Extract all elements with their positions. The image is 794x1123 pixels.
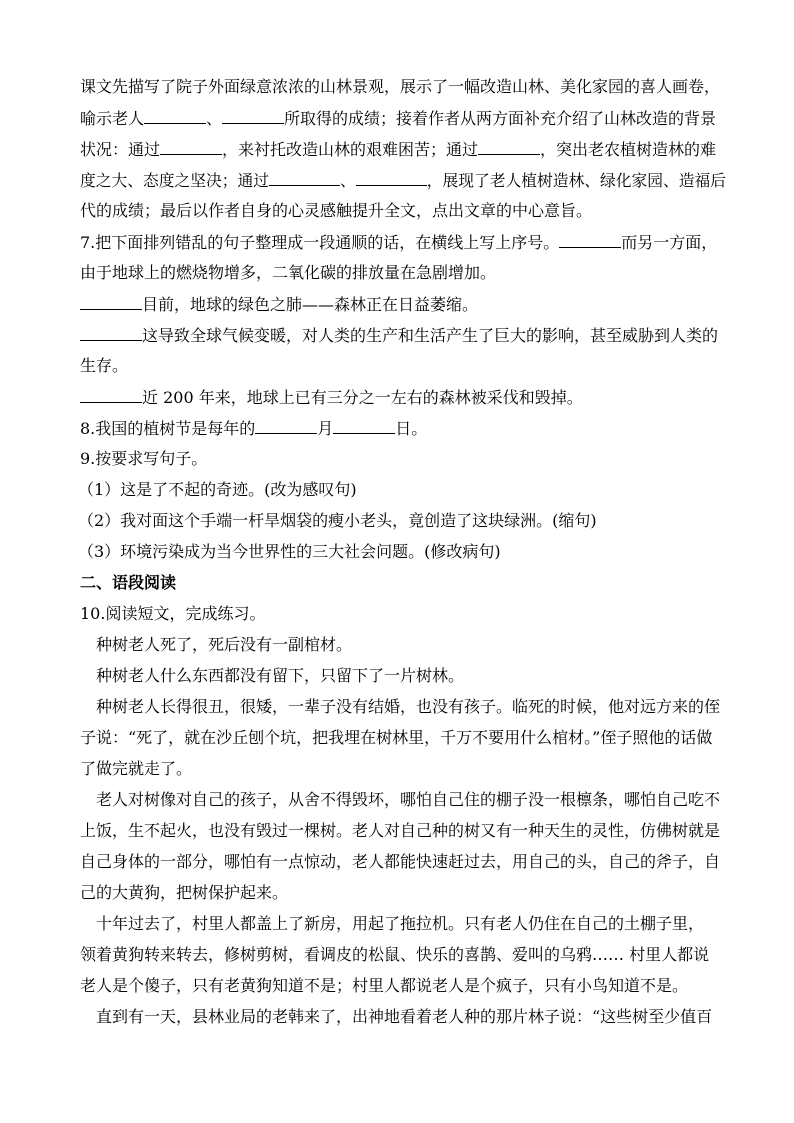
answer-blank[interactable] xyxy=(160,139,222,155)
answer-blank[interactable] xyxy=(80,387,142,403)
text-line: 老人对树像对自己的孩子，从舍不得毁坏，哪怕自己住的棚子没一根檩条，哪怕自己吃不 xyxy=(96,790,721,809)
question-8: 8.我国的植树节是每年的 月 日。 xyxy=(80,419,428,438)
question-10: 10.阅读短文，完成练习。 xyxy=(80,604,266,623)
text-line: 自己身体的一部分，哪怕有一点惊动，老人都能快速赶过去，用自己的头，自己的斧子，自 xyxy=(80,852,721,871)
text-line: 子说：“死了，就在沙丘刨个坑，把我埋在树林里，千万不要用什么棺材。”侄子照他的话做 xyxy=(80,728,713,747)
text-line: 了做完就走了。 xyxy=(80,759,193,778)
text-line: 直到有一天，县林业局的老韩来了，出神地看着老人种的那片林子说：“这些树至少值百 xyxy=(96,1007,713,1026)
text-line: 目前，地球的绿色之肺——森林正在日益萎缩。 xyxy=(80,294,478,314)
text-line: 代的成绩；最后以作者自身的心灵感触提升全文，点出文章的中心意旨。 xyxy=(80,201,593,220)
text-line: 领着黄狗转来转去，修树剪树，看调皮的松鼠、快乐的喜鹊、爱叫的乌鸦…… 村里人都说 xyxy=(80,945,710,964)
text-line: 上饭，生不起火，也没有毁过一棵树。老人对自己种的树又有一种天生的灵性，仿佛树就是 xyxy=(80,821,721,840)
answer-blank[interactable] xyxy=(144,108,206,124)
text-line: 种树老人什么东西都没有留下，只留下了一片树林。 xyxy=(96,666,465,685)
answer-blank[interactable] xyxy=(80,325,142,341)
answer-blank[interactable] xyxy=(478,139,540,155)
text-line: 生存。 xyxy=(80,356,129,375)
answer-blank[interactable] xyxy=(80,294,142,310)
text-line: （2）我对面这个手端一杆旱烟袋的瘦小老头，竟创造了这块绿洲。(缩句) xyxy=(78,511,597,530)
question-7: 7.把下面排列错乱的句子整理成一段通顺的话，在横线上写上序号。 而另一方面， xyxy=(80,233,718,252)
text-line: （3）环境污染成为当今世界性的三大社会问题。(修改病句) xyxy=(78,542,501,561)
question-9: 9.按要求写句子。 xyxy=(80,449,208,468)
answer-blank[interactable] xyxy=(269,170,340,186)
answer-blank[interactable] xyxy=(333,418,395,434)
text-line: 近 200 年来，地球上已有三分之一左右的森林被采伐和毁掉。 xyxy=(80,387,583,407)
text-line: 老人是个傻子，只有老黄狗知道不是；村里人都说老人是个疯子，只有小鸟知道不是。 xyxy=(80,976,689,995)
text-line: 由于地球上的燃烧物增多，二氧化碳的排放量在急剧增加。 xyxy=(80,263,497,282)
text-line: 度之大、态度之坚决；通过 、 ，展现了老人植树造林、绿化家园、造福后 xyxy=(80,171,726,190)
answer-blank[interactable] xyxy=(356,170,427,186)
section-heading: 二、语段阅读 xyxy=(80,573,177,592)
text-line: 状况：通过 ，来衬托改造山林的艰难困苦；通过 ，突出老农植树造林的难 xyxy=(80,140,717,159)
text-line: 己的大黄狗，把树保护起来。 xyxy=(80,883,289,902)
text-line: 种树老人长得很丑，很矮，一辈子没有结婚，也没有孩子。临死的时候，他对远方来的侄 xyxy=(96,697,721,716)
text-line: 课文先描写了院子外面绿意浓浓的山林景观，展示了一幅改造山林、美化家园的喜人画卷， xyxy=(80,77,721,96)
text-line: 种树老人死了，死后没有一副棺材。 xyxy=(96,635,353,654)
text-line: 十年过去了，村里人都盖上了新房，用起了拖拉机。只有老人仍住在自己的土棚子里， xyxy=(96,914,705,933)
text-line: 喻示老人 、 所取得的成绩；接着作者从两方面补充介绍了山林改造的背景 xyxy=(80,109,717,128)
text-line: 这导致全球气候变暖，对人类的生产和生活产生了巨大的影响，甚至威胁到人类的 xyxy=(80,325,718,345)
answer-blank[interactable] xyxy=(559,232,621,248)
text-line: （1）这是了不起的奇迹。(改为感叹句) xyxy=(78,480,357,499)
answer-blank[interactable] xyxy=(222,108,284,124)
answer-blank[interactable] xyxy=(255,418,317,434)
